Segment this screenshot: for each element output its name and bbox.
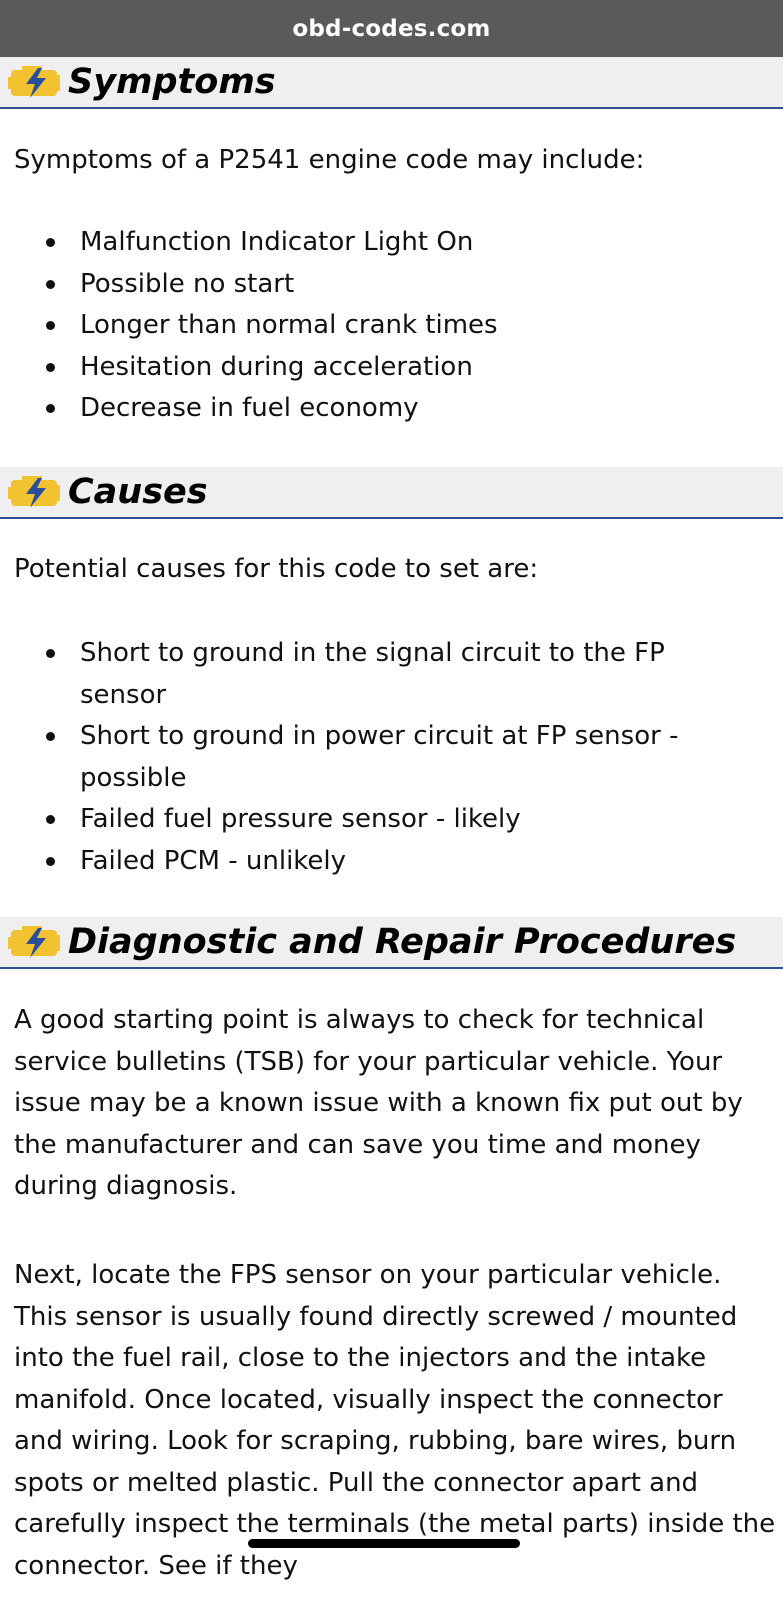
- check-engine-icon: [8, 924, 60, 960]
- check-engine-icon: [8, 64, 60, 100]
- section-header-symptoms: [0, 57, 783, 109]
- section-intro: Potential causes for this code to set are:: [14, 554, 539, 584]
- list-item: Possible no start: [0, 264, 762, 306]
- causes-list: [0, 633, 762, 882]
- list-item: Hesitation during acceleration: [0, 347, 762, 389]
- section-intro: Symptoms of a P2541 engine code may include:: [14, 145, 645, 175]
- check-engine-icon: [8, 474, 60, 510]
- paragraph: A good starting point is always to check for technical service bulletins (TSB) for your particular vehicle. Your issue may be a known issue with a known fix put out by the manufacturer and can save you time and money during diagnosis.: [14, 1005, 743, 1201]
- section-title: Diagnostic and Repair Procedures: [68, 922, 737, 962]
- list-item: Malfunction Indicator Light On: [0, 222, 762, 264]
- section-header-causes: [0, 467, 783, 519]
- address-bar[interactable]: [0, 0, 783, 57]
- symptoms-list: [0, 222, 762, 430]
- home-indicator[interactable]: [248, 1539, 520, 1548]
- list-item: Longer than normal crank times: [0, 305, 762, 347]
- list-item: Failed PCM - unlikely: [0, 841, 762, 883]
- section-header-diagnostic: [0, 917, 783, 969]
- paragraph: Next, locate the FPS sensor on your particular vehicle. This sensor is usually found directly screwed / mounted into the fuel rail, close to the injectors and the intake manifold. Once located, visually inspect the connector and wiring. Look for scraping, rubbing, bare wires, burn spots or melted plastic. Pull the connector apart and carefully inspect the terminals (the metal parts) inside the connector. See if they: [14, 1260, 776, 1581]
- site-domain[interactable]: obd-codes.com: [292, 15, 491, 42]
- list-item: Short to ground in power circuit at FP sensor - possible: [0, 716, 762, 799]
- list-item: Short to ground in the signal circuit to the FP sensor: [0, 633, 762, 716]
- list-item: Failed fuel pressure sensor - likely: [0, 799, 762, 841]
- list-item: Decrease in fuel economy: [0, 388, 762, 430]
- section-title: Causes: [68, 472, 208, 512]
- section-title: Symptoms: [68, 62, 276, 102]
